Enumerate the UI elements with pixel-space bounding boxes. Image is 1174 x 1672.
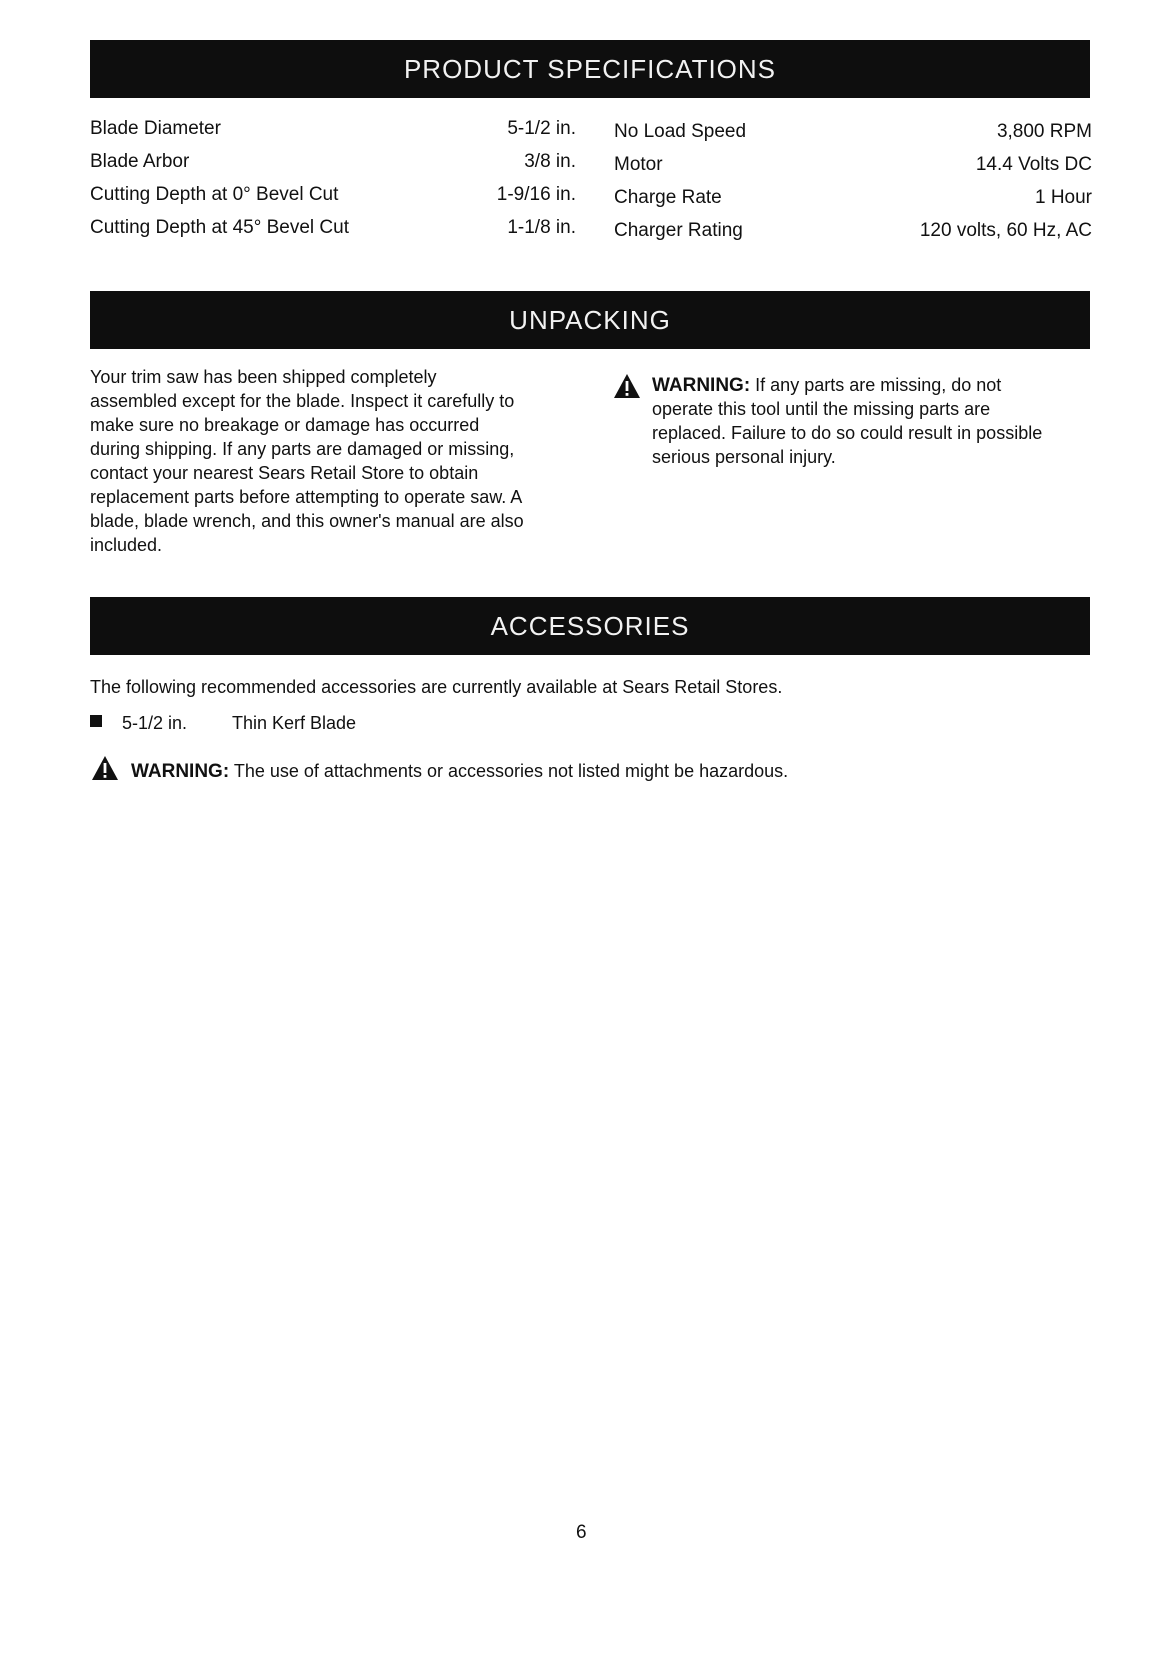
- warning-text: If any parts are missing, do not: [755, 375, 1002, 395]
- unpacking-banner: [90, 291, 1090, 349]
- paragraph-line: make sure no breakage or damage has occurred: [90, 415, 480, 435]
- unpacking-title: UNPACKING: [509, 304, 671, 335]
- spec-row: [90, 151, 576, 184]
- accessories-title: ACCESSORIES: [490, 610, 690, 641]
- warning-line: operate this tool until the missing parts are: [652, 399, 991, 419]
- spec-label: Charger Rating: [614, 220, 743, 241]
- spec-label: Blade Arbor: [90, 151, 190, 172]
- spec-value: 14.4 Volts DC: [975, 154, 1092, 175]
- specs-right-table: [614, 121, 1092, 253]
- unpacking-paragraph: [90, 365, 580, 557]
- spec-label: Charge Rate: [614, 187, 722, 208]
- specifications-banner: [90, 40, 1090, 98]
- warning-label: WARNING:: [131, 761, 230, 782]
- accessories-warning: [131, 759, 788, 784]
- paragraph-line: Your trim saw has been shipped completely: [90, 367, 437, 387]
- spec-value: 3,800 RPM: [996, 121, 1092, 142]
- page-number: 6: [576, 1522, 587, 1543]
- accessories-intro: The following recommended accessories are currently available at Sears Retail Stores.: [90, 677, 783, 697]
- spec-row: [90, 217, 576, 250]
- spec-label: Blade Diameter: [90, 118, 221, 139]
- spec-label: Cutting Depth at 0° Bevel Cut: [90, 184, 339, 205]
- spec-value: 1-9/16 in.: [496, 184, 576, 205]
- paragraph-line: replacement parts before attempting to operate saw. A: [90, 487, 523, 507]
- paragraph-line: blade, blade wrench, and this owner's manual are also: [90, 511, 524, 531]
- paragraph-line: during shipping. If any parts are damaged or missing,: [90, 439, 515, 459]
- warning-triangle-icon: [91, 755, 119, 781]
- spec-row: [614, 187, 1092, 220]
- warning-triangle-icon: [613, 373, 641, 399]
- warning-line: [652, 373, 1001, 398]
- spec-row: [90, 184, 576, 217]
- specs-left-table: [90, 118, 576, 250]
- warning-text: The use of attachments or accessories not listed might be hazardous.: [233, 761, 789, 781]
- spec-row: [90, 118, 576, 151]
- accessory-size: 5-1/2 in.: [122, 713, 188, 733]
- spec-row: [614, 220, 1092, 253]
- warning-line: replaced. Failure to do so could result in possible: [652, 423, 1043, 443]
- paragraph-line: assembled except for the blade. Inspect it carefully to: [90, 391, 515, 411]
- list-item: [90, 711, 490, 735]
- paragraph-line: included.: [90, 535, 163, 555]
- spec-row: [614, 154, 1092, 187]
- specifications-title: PRODUCT SPECIFICATIONS: [403, 53, 777, 84]
- warning-label: WARNING:: [652, 375, 751, 396]
- accessories-banner: [90, 597, 1090, 655]
- spec-label: No Load Speed: [614, 121, 747, 142]
- spec-label: Motor: [614, 154, 663, 175]
- spec-value: 3/8 in.: [524, 151, 576, 172]
- spec-value: 1 Hour: [1034, 187, 1092, 208]
- spec-label: Cutting Depth at 45° Bevel Cut: [90, 217, 349, 238]
- paragraph-line: contact your nearest Sears Retail Store to obtain: [90, 463, 479, 483]
- spec-value: 1-1/8 in.: [507, 217, 576, 238]
- warning-line: serious personal injury.: [652, 447, 836, 467]
- spec-row: [614, 121, 1092, 154]
- spec-value: 120 volts, 60 Hz, AC: [919, 220, 1092, 241]
- spec-value: 5-1/2 in.: [507, 118, 576, 139]
- accessory-name: Thin Kerf Blade: [232, 713, 357, 733]
- bullet-square-icon: [90, 715, 102, 727]
